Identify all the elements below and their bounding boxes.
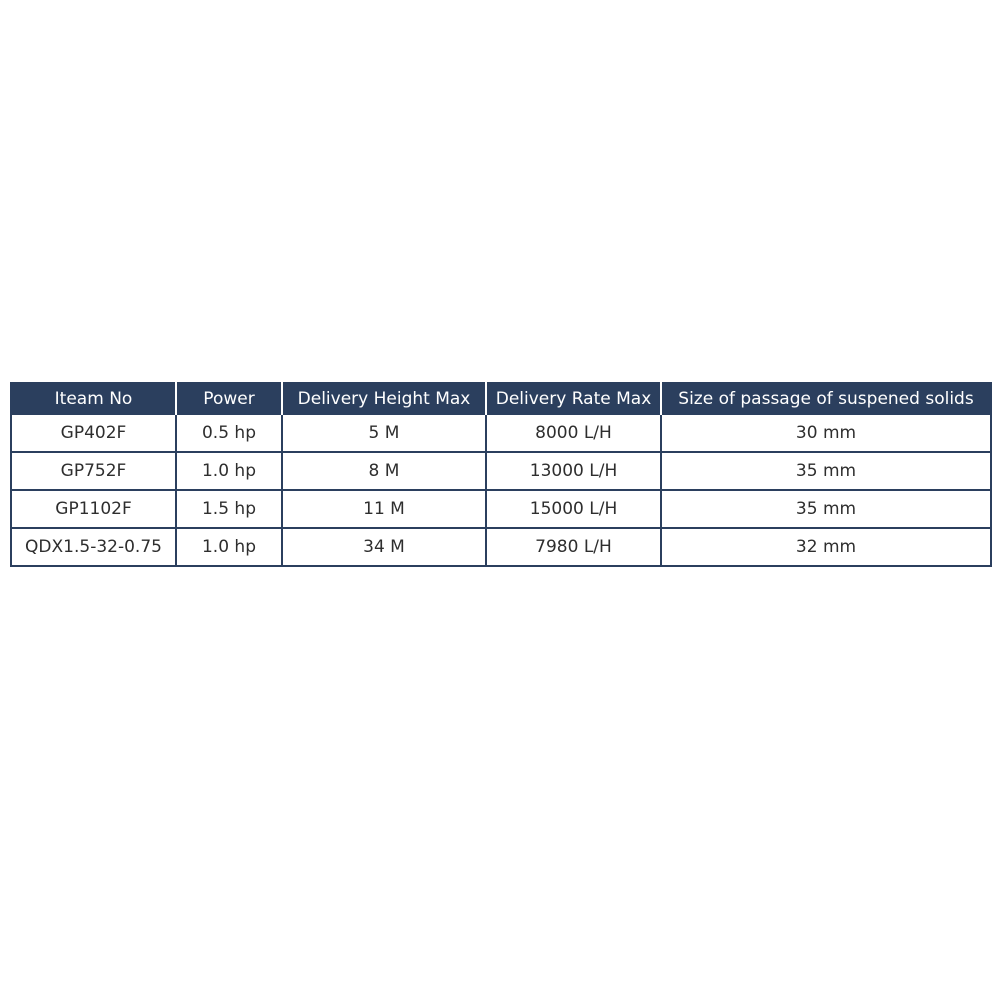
header-delivery-rate: Delivery Rate Max xyxy=(486,382,661,415)
cell-solids-passage: 35 mm xyxy=(661,452,991,490)
cell-delivery-height: 34 M xyxy=(282,528,486,566)
cell-item-no: GP752F xyxy=(11,452,176,490)
cell-delivery-height: 11 M xyxy=(282,490,486,528)
cell-item-no: GP1102F xyxy=(11,490,176,528)
table-row xyxy=(11,528,991,566)
header-delivery-height: Delivery Height Max xyxy=(282,382,486,415)
pump-spec-table xyxy=(10,382,992,567)
cell-power: 0.5 hp xyxy=(176,415,282,452)
cell-delivery-rate: 13000 L/H xyxy=(486,452,661,490)
cell-delivery-rate: 7980 L/H xyxy=(486,528,661,566)
header-row xyxy=(11,382,991,415)
cell-delivery-rate: 8000 L/H xyxy=(486,415,661,452)
table-header xyxy=(11,382,991,415)
table-row xyxy=(11,452,991,490)
cell-power: 1.5 hp xyxy=(176,490,282,528)
header-item-no: Iteam No xyxy=(11,382,176,415)
cell-delivery-height: 8 M xyxy=(282,452,486,490)
cell-solids-passage: 35 mm xyxy=(661,490,991,528)
table-body xyxy=(11,415,991,566)
table-row xyxy=(11,490,991,528)
header-power: Power xyxy=(176,382,282,415)
cell-delivery-rate: 15000 L/H xyxy=(486,490,661,528)
cell-solids-passage: 30 mm xyxy=(661,415,991,452)
cell-power: 1.0 hp xyxy=(176,452,282,490)
cell-item-no: QDX1.5-32-0.75 xyxy=(11,528,176,566)
cell-item-no: GP402F xyxy=(11,415,176,452)
header-solids-passage: Size of passage of suspened solids xyxy=(661,382,991,415)
cell-power: 1.0 hp xyxy=(176,528,282,566)
cell-delivery-height: 5 M xyxy=(282,415,486,452)
table-row xyxy=(11,415,991,452)
cell-solids-passage: 32 mm xyxy=(661,528,991,566)
